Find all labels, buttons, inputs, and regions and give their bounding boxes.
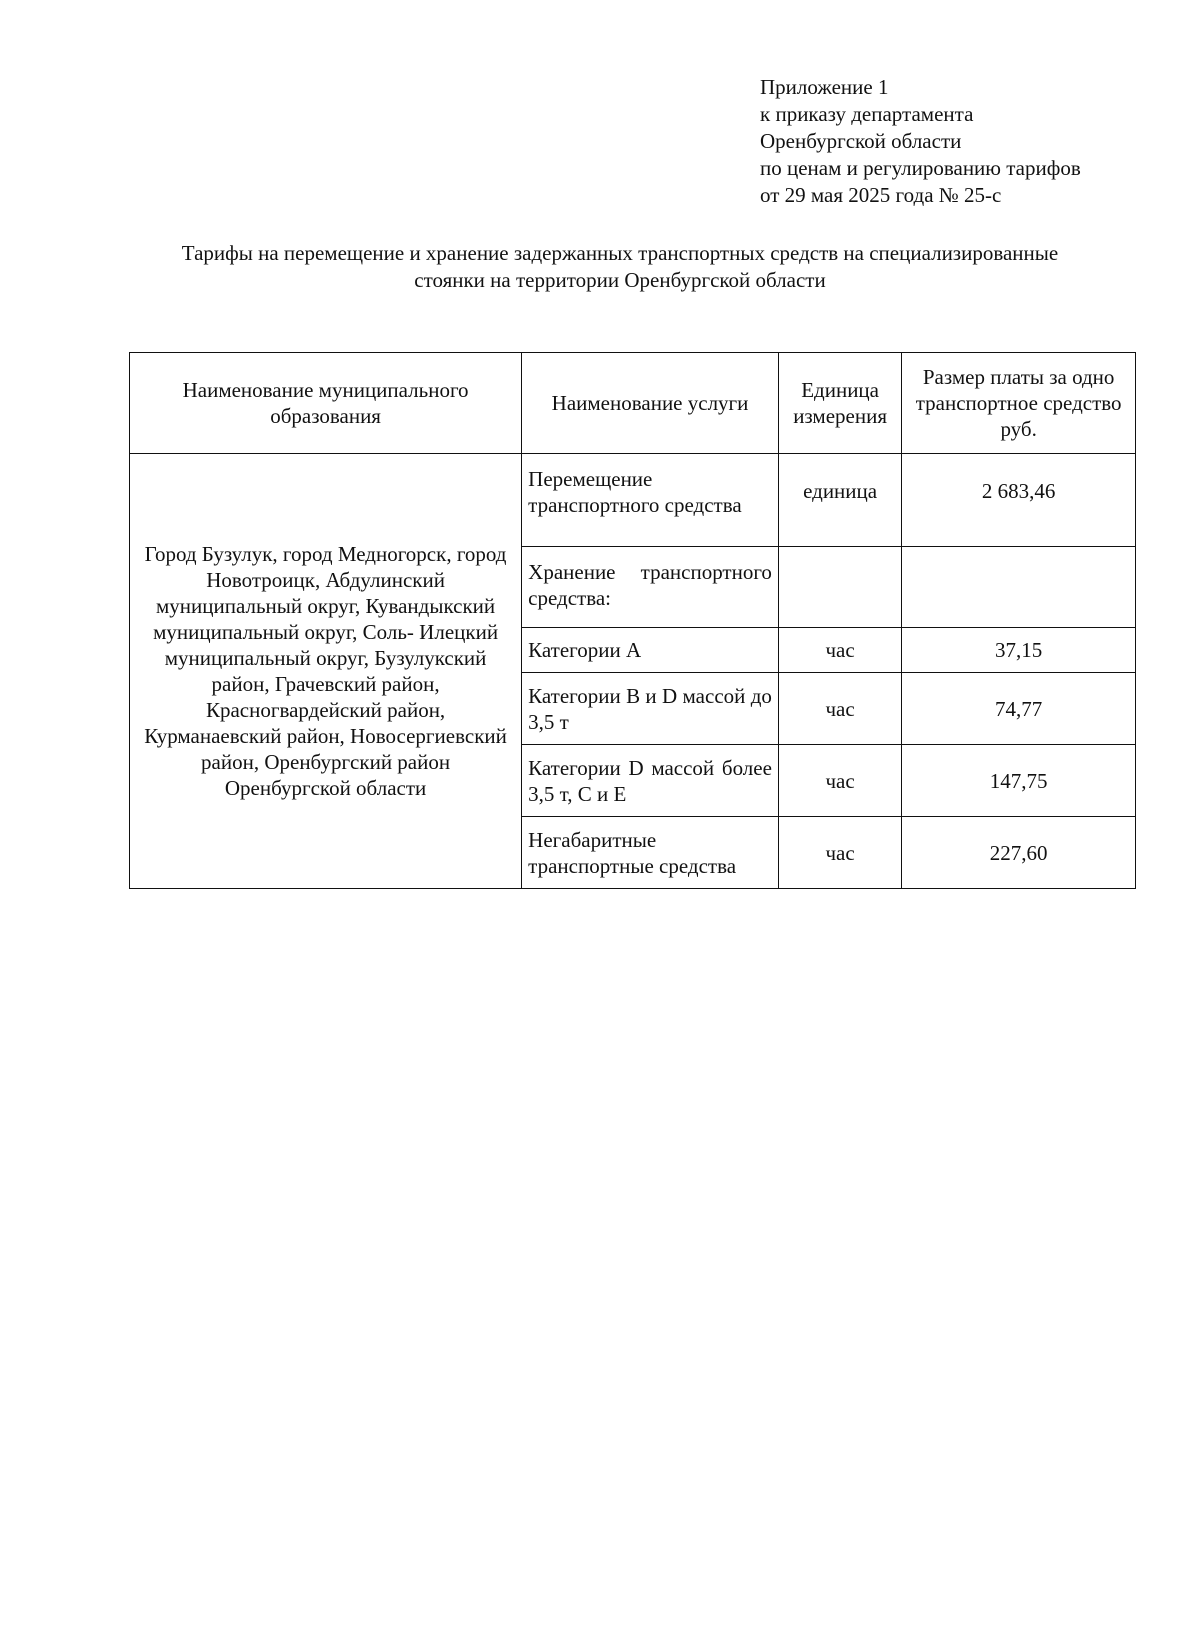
unit-cell: час [778, 673, 901, 745]
unit-cell [778, 547, 901, 628]
fee-cell [902, 547, 1136, 628]
header-fee: Размер платы за одно транспортное средство руб. [902, 353, 1136, 454]
appendix-line: от 29 мая 2025 года № 25-с [760, 183, 1002, 207]
table-row [130, 454, 1136, 547]
appendix-line: Приложение 1 [760, 75, 889, 99]
document-title-line: Тарифы на перемещение и хранение задержанных транспортных средств на специализированные [181, 241, 1059, 265]
service-cell: Негабаритные транспортные средства [522, 817, 779, 889]
header-municipality: Наименование муниципального образования [130, 353, 522, 454]
header-service: Наименование услуги [522, 353, 779, 454]
fee-cell: 74,77 [902, 673, 1136, 745]
service-cell: Категории А [522, 628, 779, 673]
header-unit: Единица измерения [778, 353, 901, 454]
appendix-line: Оренбургской области [760, 129, 962, 153]
service-cell: Перемещение транспортного средства [522, 454, 779, 547]
unit-cell: единица [778, 454, 901, 547]
fee-cell: 2 683,46 [902, 454, 1136, 547]
appendix-line: к приказу департамента [760, 102, 974, 126]
unit-cell: час [778, 817, 901, 889]
unit-cell: час [778, 628, 901, 673]
document-title [120, 240, 1120, 294]
service-cell: Категории В и D массой до 3,5 т [522, 673, 779, 745]
service-cell: Категории D массой более 3,5 т, С и Е [522, 745, 779, 817]
municipality-cell: Город Бузулук, город Медногорск, город Новотроицк, Абдулинский муниципальный округ, Кувандыкский муниципальный округ, Соль- Илецкий муниципальный округ, Бузулукский район, Грачевский район, Красногвардейский район, Курманаевский район, Новосергиевский район, Оренбургский район Оренбургской области [130, 454, 522, 889]
unit-cell: час [778, 745, 901, 817]
appendix-reference [760, 74, 1081, 209]
appendix-line: по ценам и регулированию тарифов [760, 156, 1081, 180]
fee-cell: 227,60 [902, 817, 1136, 889]
fee-cell: 37,15 [902, 628, 1136, 673]
document-title-line: стоянки на территории Оренбургской области [414, 268, 826, 292]
service-cell: Хранение транспортного средства: [522, 547, 779, 628]
table-header-row [130, 353, 1136, 454]
fee-cell: 147,75 [902, 745, 1136, 817]
tariffs-table [129, 352, 1136, 889]
